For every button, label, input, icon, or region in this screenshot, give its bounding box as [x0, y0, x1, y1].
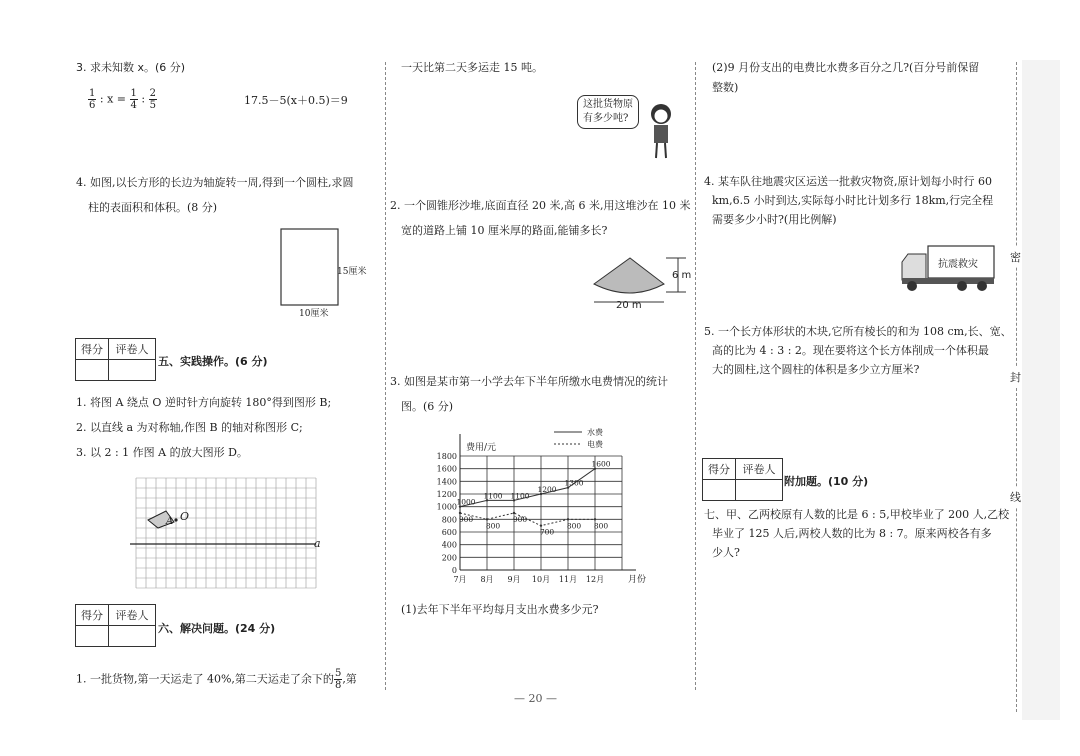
q6-3-sub2-line1: (2)9 月份支出的电费比水费多百分之几?(百分号前保留	[712, 61, 980, 74]
y-tick-label: 1400	[436, 477, 457, 487]
data-point	[540, 524, 542, 526]
data-label-electric: 900	[458, 515, 474, 524]
seal-char-xian: 线	[1010, 487, 1021, 507]
fraction: $\frac{1}{6}$	[89, 88, 96, 111]
seal-char-mi: 密	[1010, 247, 1021, 267]
q6-3-sub2-line2: 整数)	[712, 81, 739, 94]
q6-4-line3: 需要多少小时?(用比例解)	[712, 213, 837, 226]
y-tick-label: 200	[441, 553, 457, 563]
score-cell[interactable]	[76, 626, 109, 647]
girl-illustration	[641, 100, 681, 164]
data-point	[567, 518, 569, 520]
grader-cell[interactable]	[109, 626, 156, 647]
y-tick-label: 1800	[436, 452, 457, 461]
y-tick-label: 400	[441, 540, 457, 550]
section-extra-title: 附加题。(10 分)	[784, 475, 869, 488]
seal-char-feng: 封	[1010, 367, 1021, 387]
rect-bottom-label: 10厘米	[299, 309, 329, 319]
x-tick-label: 7月	[453, 575, 467, 584]
x-tick-label: 8月	[480, 575, 494, 584]
q6-3-sub1: (1)去年下半年平均每月支出水费多少元?	[401, 603, 599, 616]
fraction: $\frac{5}{8}$	[334, 668, 342, 691]
q6-5-line2: 高的比为 4 : 3 : 2。现在要将这个长方体削成一个体积最	[712, 344, 989, 357]
data-label-water: 1600	[591, 459, 611, 469]
data-point	[459, 512, 461, 514]
q6-3-line1: 3. 如图是某市第一小学去年下半年所缴水电费情况的统计	[390, 375, 668, 388]
s5-item-3: 3. 以 2 : 1 作图 A 的放大图形 D。	[76, 446, 248, 459]
page-number: — 20 —	[514, 692, 557, 705]
data-label-electric: 800	[566, 521, 582, 531]
grid-figure	[130, 476, 330, 592]
q6-5-line1: 5. 一个长方体形状的木块,它所有棱长的和为 108 cm,长、宽、	[704, 325, 1012, 338]
data-point	[594, 518, 596, 520]
score-box-extra	[702, 458, 783, 501]
q6-1-text: 1. 一批货物,第一天运走了 40%,第二天运走了余下的 $\frac{5}{8}$ ,第	[76, 668, 357, 691]
equation-2: 17.5－5(x＋0.5)＝9	[244, 94, 348, 107]
line-a-label: a	[314, 537, 321, 550]
y-tick-label: 600	[441, 528, 457, 537]
legend-label-water: 水费	[587, 428, 603, 437]
q7-line1: 七、甲、乙两校原有人数的比是 6 : 5,甲校毕业了 200 人,乙校	[704, 508, 1010, 521]
fraction: $\frac{1}{4}$	[130, 88, 137, 111]
q7-line2: 毕业了 125 人后,两校人数的比为 8 : 7。原来两校各有多	[712, 527, 992, 540]
grader-header: 评卷人	[736, 459, 783, 480]
data-label-electric: 900	[512, 515, 528, 524]
q6-2-line1: 2. 一个圆锥形沙堆,底面直径 20 米,高 6 米,用这堆沙在 10 米	[390, 199, 691, 212]
grader-header: 评卷人	[109, 339, 156, 360]
q6-1-continued: 一天比第二天多运走 15 吨。	[401, 61, 543, 74]
column-divider-2	[695, 62, 696, 690]
data-point	[513, 512, 515, 514]
score-cell[interactable]	[76, 360, 109, 381]
shape-a-label: A	[166, 516, 174, 527]
s5-item-2: 2. 以直线 a 为对称轴,作图 B 的轴对称图形 C;	[76, 421, 303, 434]
grader-header: 评卷人	[109, 605, 156, 626]
speech-bubble: 这批货物原 有多少吨?	[577, 95, 639, 129]
question-4-line2: 柱的表面积和体积。(8 分)	[88, 201, 218, 214]
data-point	[486, 518, 488, 520]
data-label-electric: 800	[593, 521, 609, 531]
legend-label-electric: 电费	[587, 440, 603, 449]
data-label-electric: 700	[539, 527, 555, 537]
y-tick-label: 0	[451, 566, 457, 575]
data-label-water: 1000	[456, 497, 476, 507]
data-label-electric: 800	[485, 521, 501, 531]
y-tick-label: 800	[441, 515, 457, 525]
y-tick-label: 1600	[436, 464, 457, 474]
grader-cell[interactable]	[736, 480, 783, 501]
score-cell[interactable]	[703, 480, 736, 501]
rect-side-label: 15厘米	[337, 267, 367, 277]
question-4-line1: 4. 如图,以长方形的长边为轴旋转一周,得到一个圆柱,求圆	[76, 176, 354, 189]
score-box-6	[75, 604, 156, 647]
fraction: $\frac{2}{5}$	[149, 88, 156, 111]
binding-margin	[1022, 60, 1060, 720]
q7-line3: 少人?	[712, 546, 740, 559]
truck-text: 抗震救灾	[938, 259, 978, 270]
score-box-5	[75, 338, 156, 381]
score-header: 得分	[76, 339, 109, 360]
q6-4-line1: 4. 某车队往地震灾区运送一批救灾物资,原计划每小时行 60	[704, 175, 992, 188]
chart-ylabel: 费用/元	[466, 443, 497, 453]
cone-diameter-label: 20 m	[616, 300, 642, 311]
grader-cell[interactable]	[109, 360, 156, 381]
data-label-water: 1100	[510, 491, 530, 501]
data-label-water: 1200	[537, 485, 557, 494]
x-tick-label: 12月	[585, 575, 605, 584]
equation-1: $\frac{1}{6}$ : x = $\frac{1}{4}$ : $\frac{2}{5}$	[89, 88, 156, 111]
binding-line	[1016, 62, 1017, 712]
q6-5-line3: 大的圆柱,这个圆柱的体积是多少立方厘米?	[712, 363, 920, 376]
chart-xlabel: 月份	[628, 575, 647, 585]
section-5-title: 五、实践操作。(6 分)	[158, 355, 268, 368]
x-tick-label: 10月	[531, 575, 551, 584]
y-tick-label: 1200	[436, 490, 457, 499]
column-divider-1	[385, 62, 386, 690]
s5-item-1: 1. 将图 A 绕点 O 逆时针方向旋转 180°得到图形 B;	[76, 396, 332, 409]
point-o-label: O	[180, 510, 190, 523]
y-tick-label: 1000	[436, 502, 457, 512]
question-3-title: 3. 求未知数 x。(6 分)	[76, 61, 186, 74]
x-tick-label: 9月	[507, 575, 521, 584]
data-label-water: 1100	[483, 491, 503, 501]
score-header: 得分	[703, 459, 736, 480]
q6-3-line2: 图。(6 分)	[401, 400, 454, 413]
q6-2-line2: 宽的道路上铺 10 厘米厚的路面,能铺多长?	[401, 224, 608, 237]
data-label-water: 1300	[564, 478, 584, 488]
q6-4-line2: km,6.5 小时到达,实际每小时比计划多行 18km,行完全程	[712, 194, 994, 207]
section-6-title: 六、解决问题。(24 分)	[158, 622, 276, 635]
score-header: 得分	[76, 605, 109, 626]
cone-height-label: 6 m	[672, 270, 692, 281]
x-tick-label: 11月	[558, 575, 578, 584]
